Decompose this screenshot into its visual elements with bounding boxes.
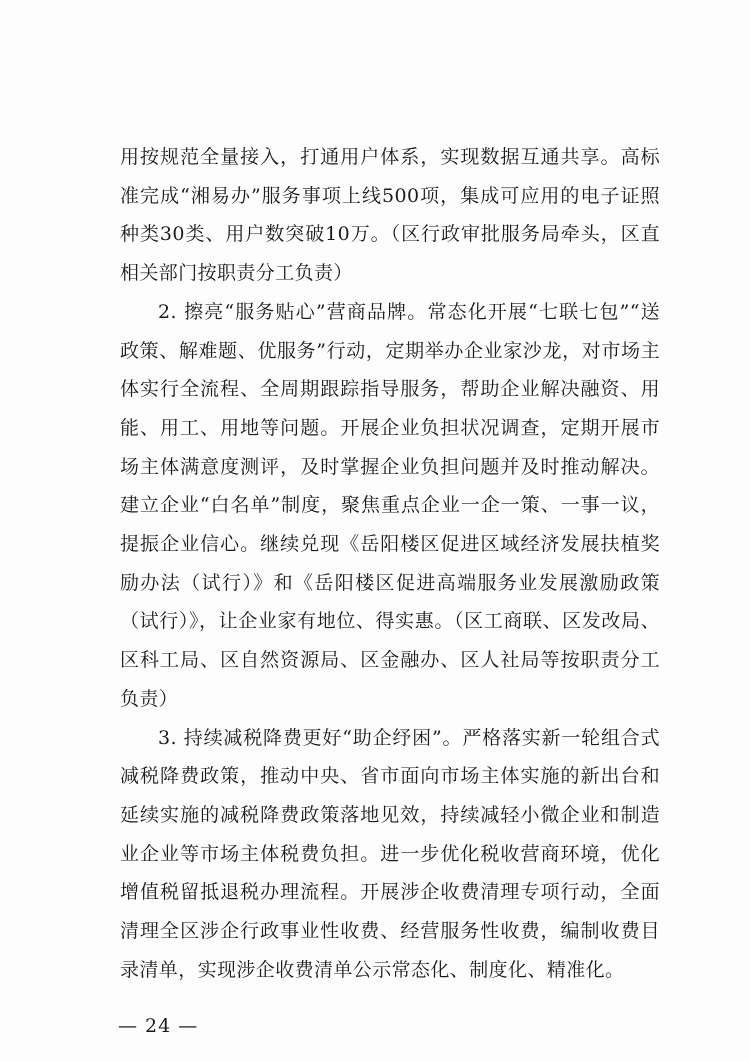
paragraph-item-2: 2. 擦亮“服务贴心”营商品牌。常态化开展“七联七包”“送政策、解难题、优服务”行动，定期举办企业家沙龙，对市场主体实行全流程、全周期跟踪指导服务，帮助企业解决融资、用能、用工、用地等问题。开展企业负担状况调查，定期开展市场主体满意度测评，及时掌握企业负担问题并及时推动解决。建立企业“白名单”制度，聚焦重点企业一企一策、一事一议，提振企业信心。继续兑现《岳阳楼区促进区域经济发展扶植奖励办法（试行）》和《岳阳楼区促进高端服务业发展激励政策（试行）》，让企业家有地位、得实惠。（区工商联、区发改局、区科工局、区自然资源局、区金融办、区人社局等按职责分工负责）: [120, 300, 660, 710]
paragraph-item-3: 3. 持续减税降费更好“助企纾困”。严格落实新一轮组合式减税降费政策，推动中央、省市面向市场主体实施的新出台和延续实施的减税降费政策落地见效，持续减轻小微企业和制造业企业等市场主体税费负担。进一步优化税收营商环境，优化增值税留抵退税办理流程。开展涉企收费清理专项行动，全面清理全区涉企行政事业性收费、经营服务性收费，编制收费目录清单，实现涉企收费清单公示常态化、制度化、精准化。: [120, 726, 660, 981]
paragraph-continuation: 用按规范全量接入，打通用户体系，实现数据互通共享。高标准完成“湘易办”服务事项上线500项，集成可应用的电子证照种类30类、用户数突破10万。（区行政审批服务局牵头，区直相关部门按职责分工负责）: [120, 146, 660, 285]
document-body: [120, 138, 660, 989]
page-number: — 24 —: [118, 1015, 199, 1037]
